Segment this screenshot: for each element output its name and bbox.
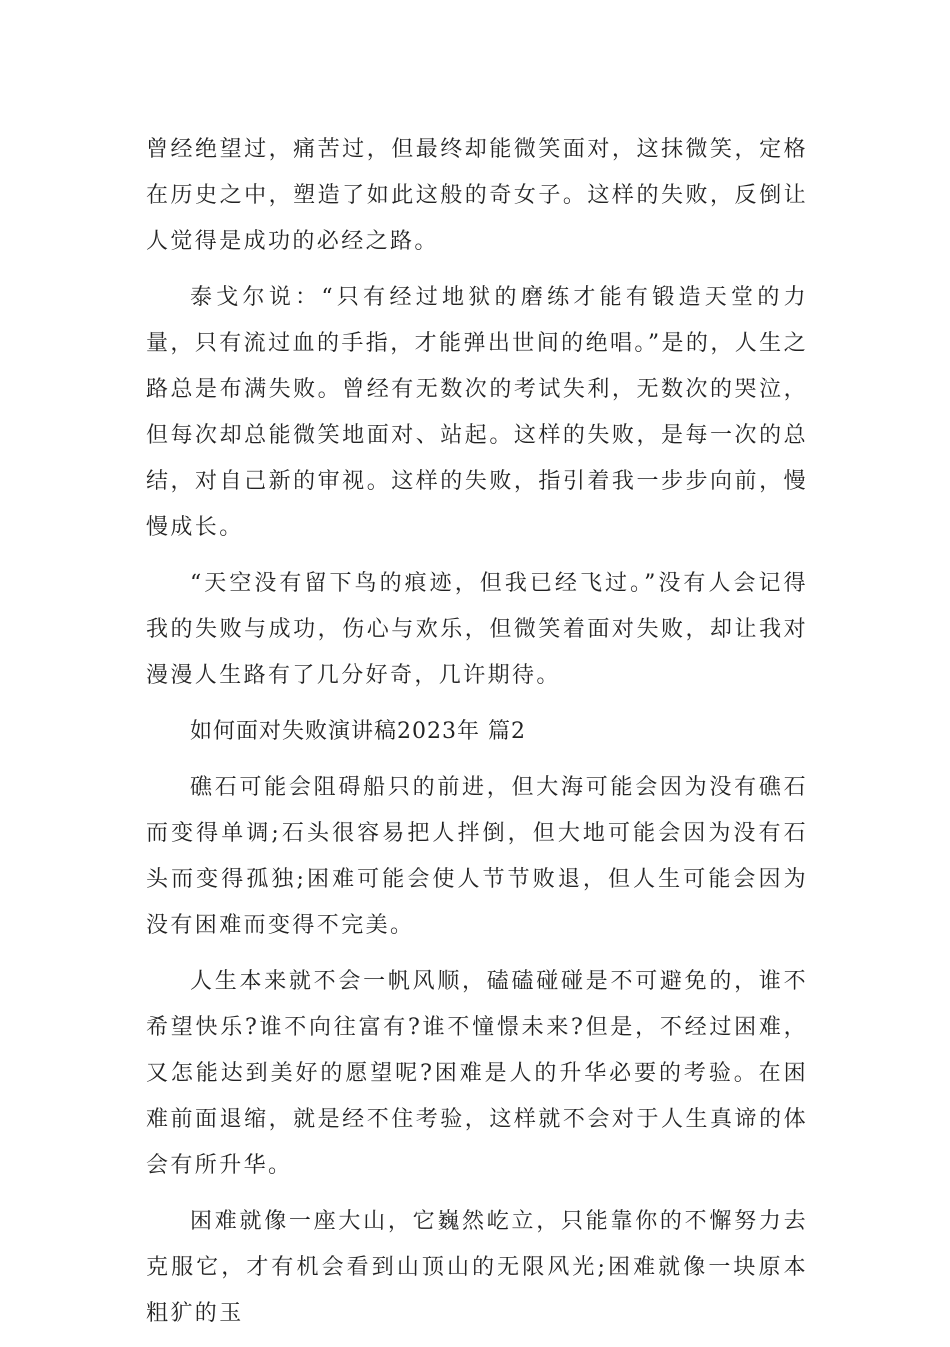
section-heading: 如何面对失败演讲稿2023年 篇2 <box>190 719 526 744</box>
document-body <box>146 127 808 1347</box>
paragraph-2: 泰戈尔说：“只有经过地狱的磨练才能有锻造天堂的力量，只有流过血的手指，才能弹出世间的绝唱。”是的，人生之路总是布满失败。曾经有无数次的考试失利，无数次的哭泣，但每次却总能微笑地面对、站起。这样的失败，是每一次的总结，对自己新的审视。这样的失败，指引着我一步步向前，慢慢成长。 <box>146 285 808 540</box>
paragraph-4: 礁石可能会阻碍船只的前进，但大海可能会因为没有礁石而变得单调;石头很容易把人拌倒，但大地可能会因为没有石头而变得孤独;困难可能会使人节节败退，但人生可能会因为没有困难而变得不完美。 <box>146 775 808 938</box>
paragraph-3: “天空没有留下鸟的痕迹，但我已经飞过。”没有人会记得我的失败与成功，伤心与欢乐，但微笑着面对失败，却让我对漫漫人生路有了几分好奇，几许期待。 <box>146 571 808 688</box>
paragraph-1: 曾经绝望过，痛苦过，但最终却能微笑面对，这抹微笑，定格在历史之中，塑造了如此这般的奇女子。这样的失败，反倒让人觉得是成功的必经之路。 <box>146 137 808 254</box>
paragraph-6: 困难就像一座大山，它巍然屹立，只能靠你的不懈努力去克服它，才有机会看到山顶山的无限风光;困难就像一块原本粗犷的玉 <box>146 1209 808 1326</box>
paragraph-5: 人生本来就不会一帆风顺，磕磕碰碰是不可避免的，谁不希望快乐?谁不向往富有?谁不憧憬未来?但是，不经过困难，又怎能达到美好的愿望呢?困难是人的升华必要的考验。在困难前面退缩，就是经不住考验，这样就不会对于人生真谛的体会有所升华。 <box>146 969 808 1178</box>
